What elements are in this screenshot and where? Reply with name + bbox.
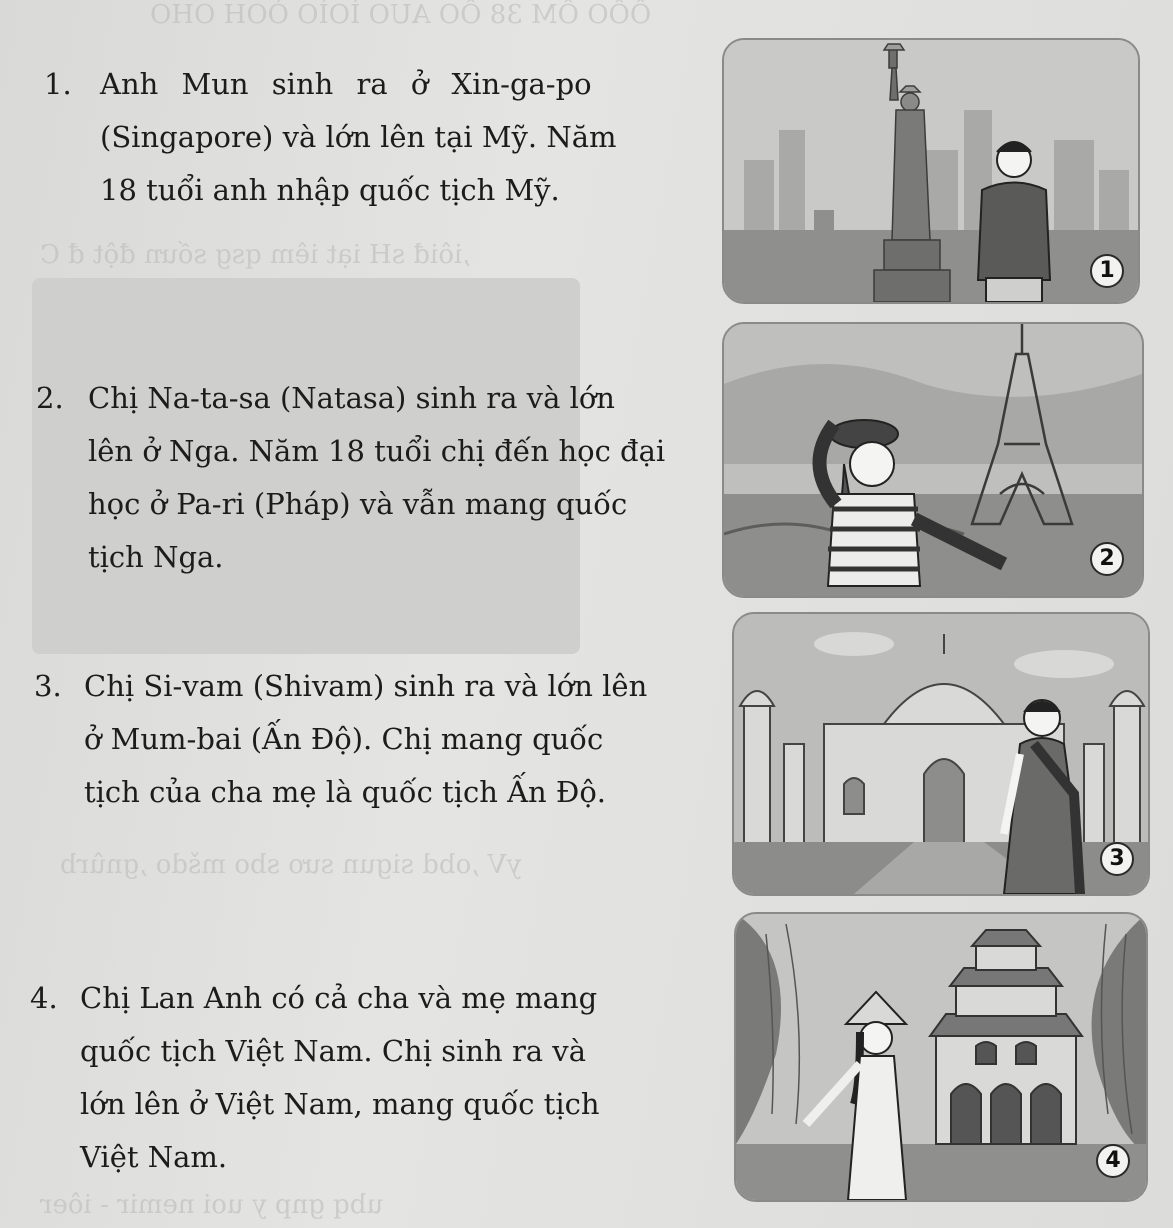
bleed-through-text: yV ,obd sigun sưo sbo mšdo ,gnûrb: [60, 850, 522, 880]
item-line: 18 tuổi anh nhập quốc tịch Mỹ.: [100, 173, 560, 207]
item-line: lên ở Nga. Năm 18 tuổi chị đến học đại: [88, 434, 666, 468]
item-line: quốc tịch Việt Nam. Chị sinh ra và: [80, 1034, 586, 1068]
picture-badge: 1: [1090, 254, 1124, 288]
picture-badge: 3: [1100, 842, 1134, 876]
picture-badge: 2: [1090, 542, 1124, 576]
item-line: Việt Nam.: [80, 1140, 228, 1174]
item-4: [30, 972, 650, 1184]
item-line: Anh Mun sinh ra ở Xin-ga-po: [100, 67, 592, 101]
item-number: 4.: [30, 981, 58, 1015]
picture-1: [722, 38, 1140, 304]
item-line: lớn lên ở Việt Nam, mang quốc tịch: [80, 1087, 600, 1121]
item-line: tịch Nga.: [88, 540, 224, 574]
eiffel-tower-illustration: [724, 324, 1142, 596]
item-line: (Singapore) và lớn lên tại Mỹ. Năm: [100, 120, 617, 154]
bleed-through-text: ÔÔO ÔM 38 ÔO AUO ÌOÌO ÒOH OHO: [150, 0, 652, 30]
picture-4: [734, 912, 1148, 1202]
picture-badge: 4: [1096, 1144, 1130, 1178]
bleed-through-text: ubq gnp y uoi nemir - iôer: [40, 1190, 384, 1220]
bleed-through-text: ,iôiđ sH iạt iêm qsg sốưn đột đ C: [40, 240, 471, 270]
taj-mahal-illustration: [734, 614, 1148, 894]
picture-3: [732, 612, 1150, 896]
item-line: Chị Si-vam (Shivam) sinh ra và lớn lên: [84, 669, 648, 703]
picture-2: [722, 322, 1144, 598]
turtle-tower-illustration: [736, 914, 1146, 1200]
item-number: 3.: [34, 669, 62, 703]
statue-of-liberty-illustration: [724, 40, 1138, 302]
item-line: Chị Lan Anh có cả cha và mẹ mang: [80, 981, 598, 1015]
item-2: [36, 372, 666, 584]
item-line: học ở Pa-ri (Pháp) và vẫn mang quốc: [88, 487, 628, 521]
item-line: tịch của cha mẹ là quốc tịch Ấn Độ.: [84, 775, 607, 809]
item-number: 1.: [44, 67, 72, 101]
item-line: Chị Na-ta-sa (Natasa) sinh ra và lớn: [88, 381, 615, 415]
item-number: 2.: [36, 381, 64, 415]
item-line: ở Mum-bai (Ấn Độ). Chị mang quốc: [84, 722, 604, 756]
item-1: [44, 58, 644, 217]
item-3: [34, 660, 648, 819]
